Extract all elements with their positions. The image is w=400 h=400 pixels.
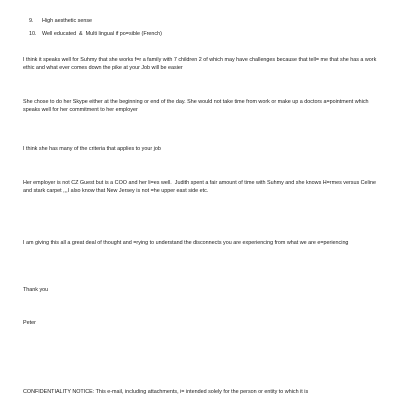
confidentiality-notice: CONFIDENTIALITY NOTICE: This e-mail, including attachments, i= intended solely for the person or entity to which it is	[23, 389, 309, 395]
closing-thanks: Thank you	[23, 287, 49, 293]
list-item-number: 10.	[29, 30, 37, 37]
paragraph-employer: Her employer is not CZ Guest but is a COO and her li=es well. Judith spent a fair amount of time with Suhmy and she knows H=rmes versus Celine and stark carpet ,,,I also know that New Jersey is not =he upper east side etc.	[23, 180, 378, 194]
signature: Peter	[23, 320, 36, 326]
paragraph-skype: She chose to do her Skype either at the beginning or end of the day. She would not take time from work or make up a doctors a=pointment which speaks well for her commitment to her employer	[23, 99, 371, 113]
paragraph-work-ethic: I think it speaks well for Suhmy that she works f=r a family with 7 children 2 of which may have challenges because that tell= me that she has a work ethic and what ever comes down the pike at your Job will be easier	[23, 57, 378, 71]
list-item-text: Well educated & Multi lingual if po=sible (French)	[42, 30, 162, 37]
paragraph-criteria: I think she has many of the criteria that applies to your job	[23, 146, 161, 152]
list-item	[23, 23, 383, 46]
list-item-number: 9.	[29, 17, 34, 24]
paragraph-disconnects: I am giving this all a great deal of thought and =rying to understand the disconnects you are experiencing from what we are e=periencing	[23, 240, 349, 246]
list-item-text: High aesthetic sense	[42, 17, 93, 24]
